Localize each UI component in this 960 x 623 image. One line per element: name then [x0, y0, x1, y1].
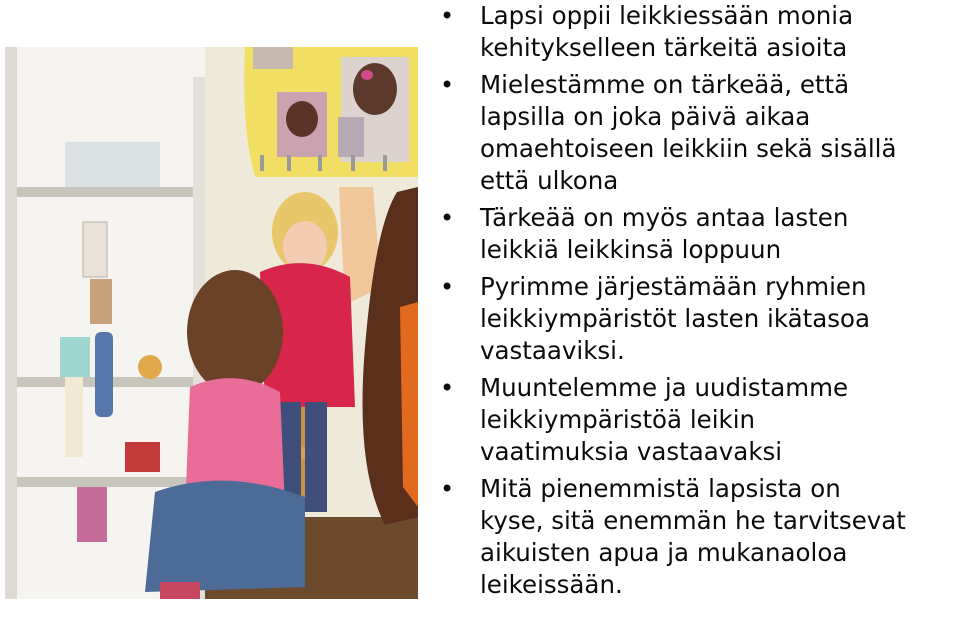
- bullet-dot-icon: •: [440, 273, 455, 301]
- leggings: [160, 582, 200, 599]
- bullet-text: Tärkeää on myös antaa lasten leikkiä leikkinsä loppuun: [480, 203, 849, 264]
- bullet-item: [434, 69, 960, 197]
- shelf-3: [17, 477, 193, 487]
- photo-illustration: [5, 47, 418, 599]
- photo-children-playing-hairdresser: [5, 47, 418, 599]
- bullet-item: [434, 473, 960, 601]
- picture-2: [90, 279, 112, 324]
- bullet-list: [434, 0, 960, 601]
- bullet-dot-icon: •: [440, 475, 455, 503]
- bullet-item: [434, 271, 960, 367]
- bullet-item: [434, 0, 960, 64]
- poster-3: [338, 117, 364, 157]
- girl-denim-skirt: [145, 481, 305, 592]
- bullet-item: [434, 372, 960, 468]
- bullet-text: Lapsi oppii leikkiessään monia kehitykselleen tärkeitä asioita: [480, 1, 854, 62]
- bullet-text: Mitä pienemmistä lapsista on kyse, sitä enemmän he tarvitsevat aikuisten apua ja mukanaoloa leikeissään.: [480, 474, 906, 599]
- shelf-1: [17, 187, 193, 197]
- bullet-text: Muuntelemme ja uudistamme leikkiympäristöä leikin vaatimuksia vastaavaksi: [480, 373, 849, 466]
- bullet-dot-icon: •: [440, 374, 455, 402]
- basket: [77, 487, 107, 542]
- bullet-text: Pyrimme järjestämään ryhmien leikkiympäristöt lasten ikätasoa vastaaviksi.: [480, 272, 870, 365]
- jar: [138, 355, 162, 379]
- tube: [65, 377, 83, 457]
- picture-1: [83, 222, 107, 277]
- clear-box: [65, 142, 160, 187]
- bottle: [60, 337, 90, 377]
- bullet-dot-icon: •: [440, 204, 455, 232]
- spray-can: [95, 332, 113, 417]
- bullet-dot-icon: •: [440, 71, 455, 99]
- girl-hair-brown: [187, 270, 283, 394]
- poster-top: [253, 47, 293, 69]
- box-red: [125, 442, 160, 472]
- bullet-item: [434, 202, 960, 266]
- bullet-dot-icon: •: [440, 2, 455, 30]
- bullet-text: Mielestämme on tärkeää, että lapsilla on joka päivä aikaa omaehtoiseen leikkiin sekä sisällä että ulkona: [480, 70, 897, 195]
